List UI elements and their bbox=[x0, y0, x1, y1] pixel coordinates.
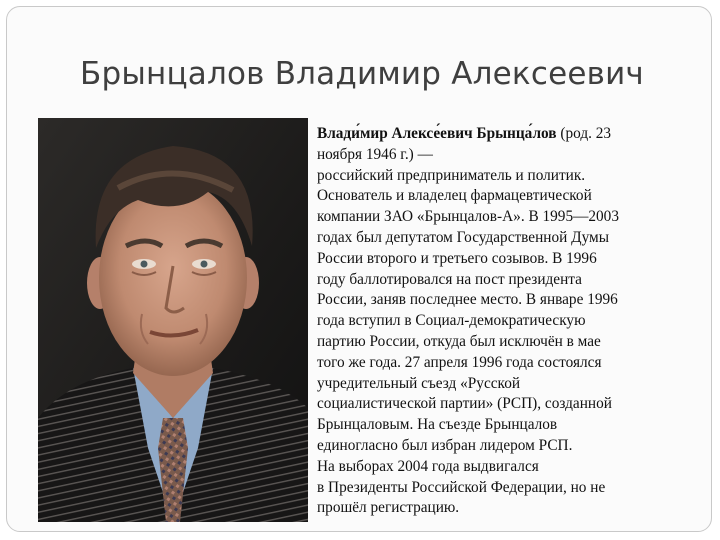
portrait-photo bbox=[38, 118, 308, 522]
biography-line: России второго и третьего созывов. В 1996 bbox=[317, 249, 597, 267]
biography-line: прошёл регистрацию. bbox=[317, 499, 460, 517]
biography-line-1 bbox=[317, 124, 709, 145]
biography-line: российский предприниматель и политик. bbox=[317, 166, 586, 184]
biography-line: единогласно был избран лидером РСП. bbox=[317, 436, 573, 454]
biography-line: учредительный съезд «Русской bbox=[317, 374, 521, 392]
slide-title: Брынцалов Владимир Алексеевич bbox=[80, 56, 644, 92]
person-name: Влади́мир Алексе́евич Брынца́лов bbox=[317, 125, 557, 142]
biography-line: года вступил в Социал-демократическую bbox=[317, 312, 586, 330]
biography-line: России, заняв последнее место. В январе 1996 bbox=[317, 291, 618, 309]
biography-line: Брынцаловым. На съезде Брынцалов bbox=[317, 416, 558, 434]
biography-line: году баллотировался на пост президента bbox=[317, 270, 582, 288]
biography-line: партию России, откуда был исключён в мае bbox=[317, 332, 601, 350]
biography-line: На выборах 2004 года выдвигался bbox=[317, 457, 539, 475]
biography-line: годах был депутатом Государственной Думы bbox=[317, 228, 609, 246]
biography-text bbox=[317, 124, 709, 519]
biography-line-1-tail: (род. 23 bbox=[556, 125, 612, 142]
biography-line: ноября 1946 г.) — bbox=[317, 145, 433, 163]
portrait-illustration bbox=[38, 118, 308, 522]
biography-line: компании ЗАО «Брынцалов-А». В 1995—2003 bbox=[317, 208, 619, 226]
biography-line: в Президенты Российской Федерации, но не bbox=[317, 478, 606, 496]
biography-line: того же года. 27 апреля 1996 года состоялся bbox=[317, 353, 602, 371]
biography-line: социалистической партии» (РСП), созданной bbox=[317, 395, 612, 413]
biography-line: Основатель и владелец фармацевтической bbox=[317, 187, 592, 205]
